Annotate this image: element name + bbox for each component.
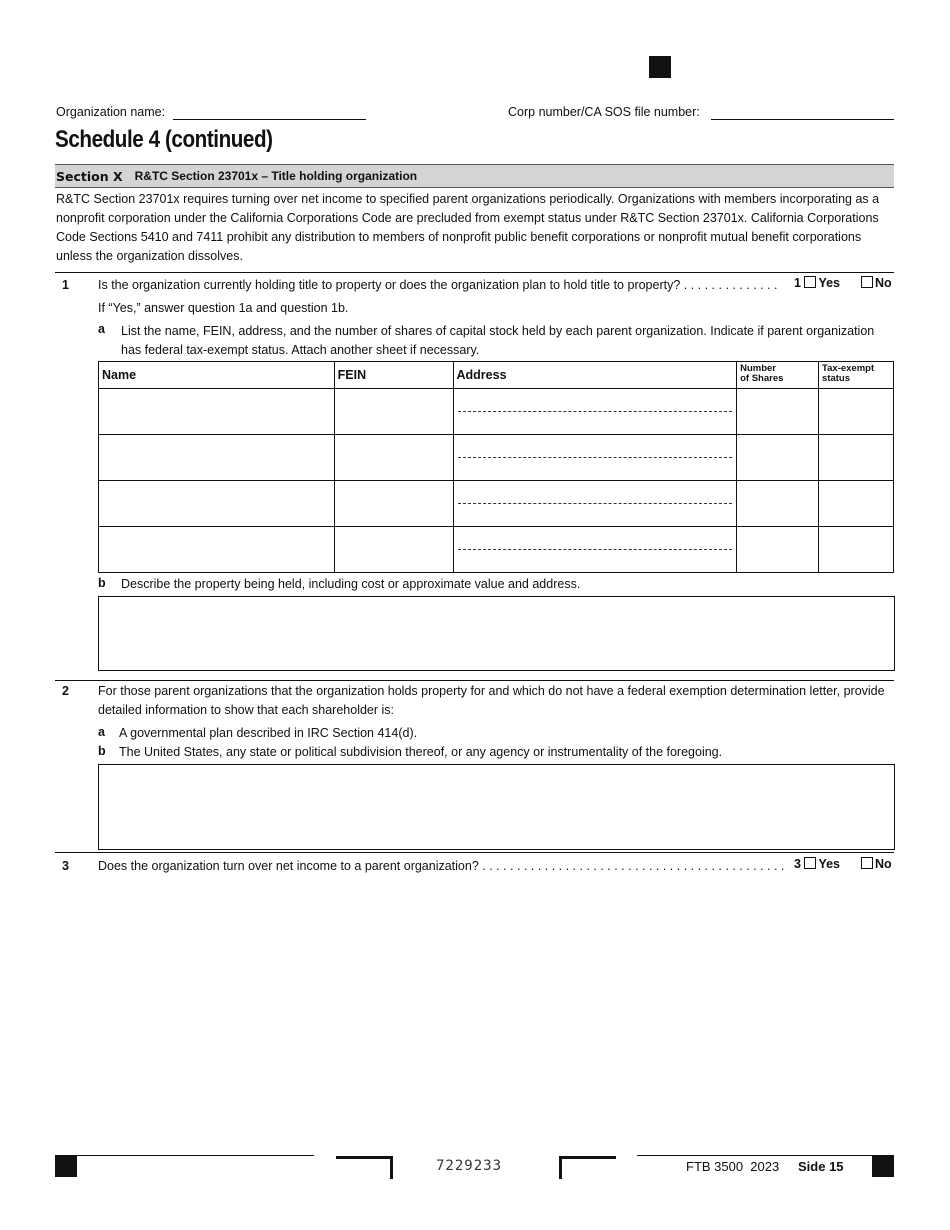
fein-cell[interactable] — [334, 527, 453, 573]
col-address-header: Address — [453, 362, 737, 389]
q1-answer — [794, 276, 892, 290]
q1-text: Is the organization currently holding title to property or does the organization plan to hold title to property? . . . . . . . . . . . . . . — [98, 278, 778, 292]
q1-line-number: 1 — [794, 276, 801, 290]
registration-mark-top — [649, 56, 671, 78]
q2b-text: The United States, any state or political subdivision thereof, or any agency or instrumentality of the foregoing. — [119, 745, 723, 759]
exempt-cell[interactable] — [819, 389, 894, 435]
table-header-row — [99, 362, 894, 389]
address-divider — [458, 411, 733, 412]
corp-number-field[interactable] — [711, 104, 894, 120]
address-cell[interactable] — [453, 481, 737, 527]
q1b-text: Describe the property being held, including cost or approximate value and address. — [121, 577, 581, 591]
exempt-cell[interactable] — [819, 435, 894, 481]
org-name-field[interactable] — [173, 104, 366, 120]
name-cell[interactable] — [99, 527, 335, 573]
q3-no-checkbox[interactable] — [861, 857, 873, 869]
col-name-header: Name — [99, 362, 335, 389]
address-divider — [458, 457, 733, 458]
divider-q3 — [55, 852, 894, 853]
page-title: Schedule 4 (continued) — [55, 126, 273, 153]
q2a-text: A governmental plan described in IRC Section 414(d). — [119, 726, 418, 740]
shares-cell[interactable] — [737, 435, 819, 481]
q1a-text: List the name, FEIN, address, and the number of shares of capital stock held by each parent organization. Indicate if parent organization has federal tax-exempt status. Attach another sheet if necessary. — [121, 324, 875, 357]
name-cell[interactable] — [99, 435, 335, 481]
registration-mark-bottom-left — [55, 1155, 77, 1177]
col-exempt-header: Tax-exempt status — [819, 362, 894, 389]
q3-yes-checkbox[interactable] — [804, 857, 816, 869]
shares-cell[interactable] — [737, 527, 819, 573]
table-row — [99, 481, 894, 527]
name-cell[interactable] — [99, 389, 335, 435]
q3-yes-label: Yes — [818, 857, 840, 871]
q3-answer — [794, 857, 892, 871]
q2-textbox[interactable] — [98, 764, 895, 850]
exempt-cell[interactable] — [819, 481, 894, 527]
section-title: R&TC Section 23701x – Title holding organization — [134, 169, 418, 183]
address-divider — [458, 549, 733, 550]
address-cell[interactable] — [453, 527, 737, 573]
q1-yes-checkbox[interactable] — [804, 276, 816, 288]
footer-rule-left — [77, 1155, 314, 1156]
table-row — [99, 389, 894, 435]
crop-mark-left — [336, 1156, 393, 1179]
page-side: Side 15 — [798, 1159, 844, 1174]
fein-cell[interactable] — [334, 389, 453, 435]
corp-number-label: Corp number/CA SOS file number: — [508, 105, 700, 119]
table-row — [99, 435, 894, 481]
registration-mark-bottom-right — [872, 1155, 894, 1177]
address-cell[interactable] — [453, 435, 737, 481]
shares-cell[interactable] — [737, 481, 819, 527]
q1a-label: a — [98, 322, 105, 336]
col-shares-header: Number of Shares — [737, 362, 819, 389]
q3-line-number: 3 — [794, 857, 801, 871]
q2b-label: b — [98, 744, 106, 758]
section-label: Section X — [56, 168, 123, 184]
q3-no-label: No — [874, 857, 892, 871]
name-cell[interactable] — [99, 481, 335, 527]
q2-number: 2 — [62, 684, 69, 698]
q1b-textbox[interactable] — [98, 596, 895, 671]
q1b-label: b — [98, 576, 106, 590]
address-cell[interactable] — [453, 389, 737, 435]
q1-number: 1 — [62, 278, 69, 292]
divider-q2 — [55, 680, 894, 681]
q3-text: Does the organization turn over net income to a parent organization? . . . . . . . . . . . . . . . . . . . . . . . . . . . . . . . . . . . . . . . . . . . . — [98, 859, 785, 873]
parent-org-table — [98, 361, 894, 573]
footer-rule-right — [637, 1155, 872, 1156]
q2a-label: a — [98, 725, 105, 739]
col-fein-header: FEIN — [334, 362, 453, 389]
q2-text: For those parent organizations that the organization holds property for and which do not have a federal exemption determination letter, provide detailed information to show that each shareholder is: — [98, 684, 885, 717]
q1-yes-label: Yes — [818, 276, 840, 290]
barcode-number: 7229233 — [436, 1158, 503, 1174]
org-name-label: Organization name: — [56, 105, 166, 119]
crop-mark-right — [559, 1156, 616, 1179]
section-intro: R&TC Section 23701x requires turning over net income to specified parent organizations periodically. Organizations with members incorporating as a nonprofit corporation under the California Corporations Code are precluded from exempt status under R&TC Section 23701x. California Corporations Code Sections 5410 and 7411 prohibit any distribution to members of nonprofit public benefit corporations or nonprofit mutual benefit corporations unless the organization dissolves. — [56, 192, 880, 263]
fein-cell[interactable] — [334, 435, 453, 481]
section-header — [55, 164, 894, 188]
address-divider — [458, 503, 733, 504]
q1-no-checkbox[interactable] — [861, 276, 873, 288]
exempt-cell[interactable] — [819, 527, 894, 573]
fein-cell[interactable] — [334, 481, 453, 527]
form-id: FTB 3500 2023 — [686, 1159, 780, 1174]
q1-followup: If “Yes,” answer question 1a and question 1b. — [98, 301, 349, 315]
shares-cell[interactable] — [737, 389, 819, 435]
q1-no-label: No — [874, 276, 892, 290]
q3-number: 3 — [62, 859, 69, 873]
divider-q1 — [55, 272, 894, 273]
table-row — [99, 527, 894, 573]
